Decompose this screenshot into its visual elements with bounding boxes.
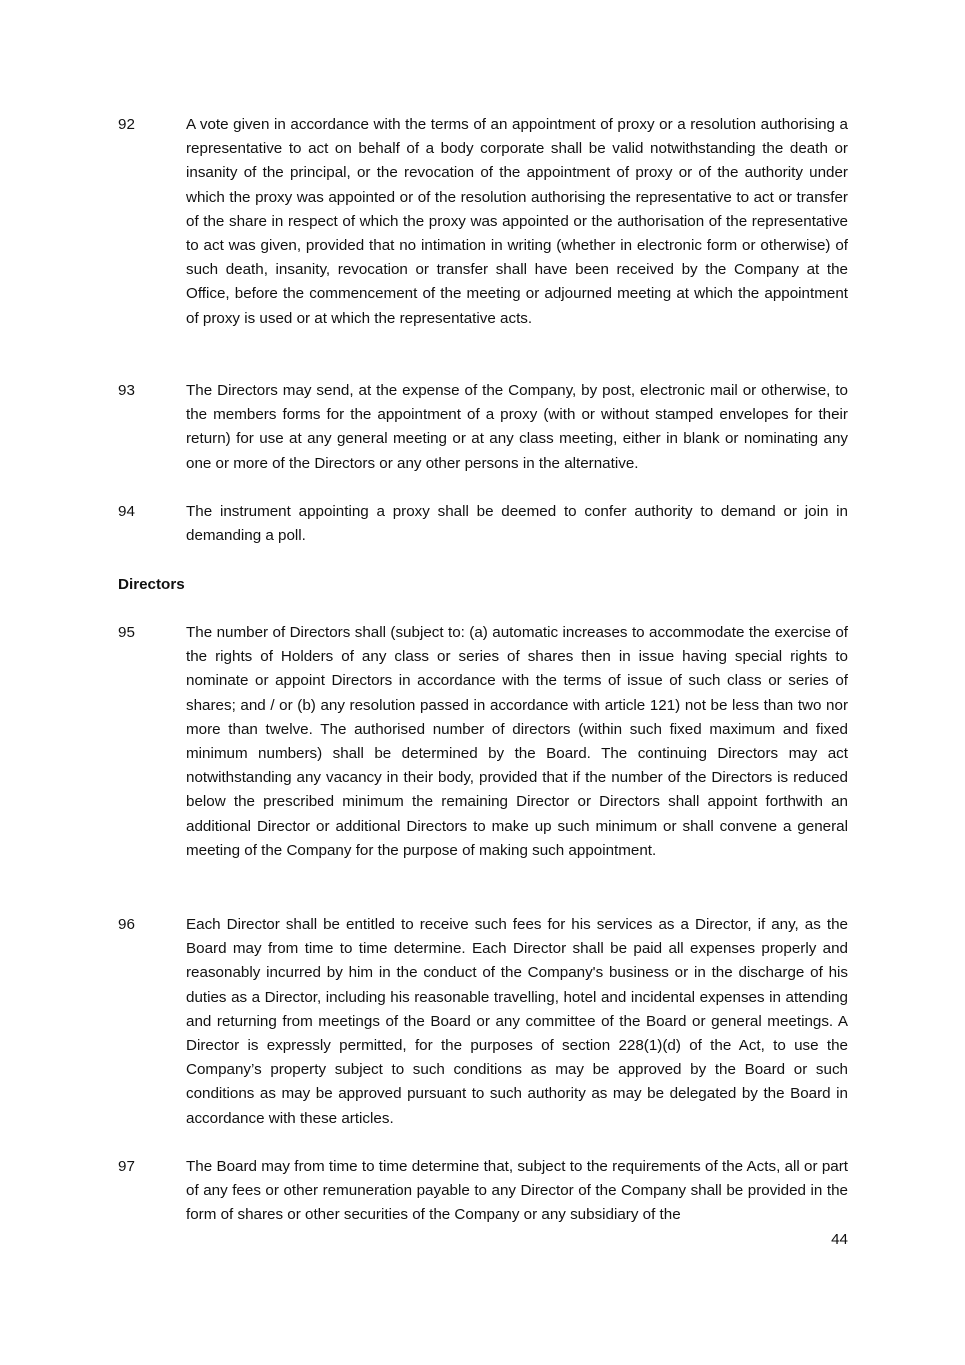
clause-number: 92 (118, 116, 135, 133)
clause-number: 97 (118, 1158, 135, 1175)
page-number: 44 (831, 1231, 848, 1248)
clause-text: A vote given in accordance with the terms of an appointment of proxy or a resolution authorising a representative to act on behalf of a body corporate shall be valid notwithstanding the death or insanity of the principal, or the revocation of the appointment of proxy or of the authority under which the proxy was appointed or of the resolution authorising the representative to act or transfer of the share in respect of which the proxy was appointed or the authorisation of the representative to act was given, provided that no intimation in writing (whether in electronic form or otherwise) of such death, insanity, revocation or transfer shall have been received by the Company at the Office, before the commencement of the meeting or adjourned meeting at which the appointment of proxy is used or at which the representative acts. (186, 116, 848, 327)
clause-number: 96 (118, 916, 135, 933)
clause-96 (118, 913, 848, 1131)
clause-number: 93 (118, 382, 135, 399)
clause-93 (118, 379, 848, 476)
clause-text: The instrument appointing a proxy shall be deemed to confer authority to demand or join in demanding a poll. (186, 503, 848, 545)
clause-text: Each Director shall be entitled to receive such fees for his services as a Director, if any, as the Board may from time to time determine. Each Director shall be paid all expenses properly and reasonably incurred by him in the conduct of the Company's business or in the discharge of his duties as a Director, including his reasonable travelling, hotel and incidental expenses in attending and returning from meetings of the Board or any committee of the Board or general meetings. A Director is expressly permitted, for the purposes of section 228(1)(d) of the Act, to use the Company’s property subject to such conditions as may be approved by the Board or such conditions as may be approved pursuant to such authority as may be delegated by the Board in accordance with these articles. (186, 916, 848, 1127)
clause-97 (118, 1155, 848, 1228)
clause-number: 94 (118, 503, 135, 520)
clause-94 (118, 500, 848, 548)
clause-text: The Board may from time to time determine that, subject to the requirements of the Acts, all or part of any fees or other remuneration payable to any Director of the Company shall be provided in the form of shares or other securities of the Company or any subsidiary of the (186, 1158, 848, 1224)
clause-number: 95 (118, 624, 135, 641)
section-heading-directors: Directors (118, 576, 185, 593)
clause-95 (118, 621, 848, 863)
clause-text: The Directors may send, at the expense of the Company, by post, electronic mail or otherwise, to the members forms for the appointment of a proxy (with or without stamped envelopes for their return) for use at any general meeting or at any class meeting, either in blank or nominating any one or more of the Directors or any other persons in the alternative. (186, 382, 848, 472)
clause-92 (118, 113, 848, 331)
clause-text: The number of Directors shall (subject to: (a) automatic increases to accommodate the exercise of the rights of Holders of any class or series of shares then in issue having special rights to nominate or appoint Directors in accordance with the terms of issue of such class or series of shares; and / or (b) any resolution passed in accordance with article 121) not be less than two nor more than twelve. The authorised number of directors (within such fixed maximum and fixed minimum numbers) shall be determined by the Board. The continuing Directors may act notwithstanding any vacancy in their body, provided that if the number of the Directors is reduced below the prescribed minimum the remaining Director or Directors shall appoint forthwith an additional Director or additional Directors to make up such minimum or shall convene a general meeting of the Company for the purpose of making such appointment. (186, 624, 848, 859)
